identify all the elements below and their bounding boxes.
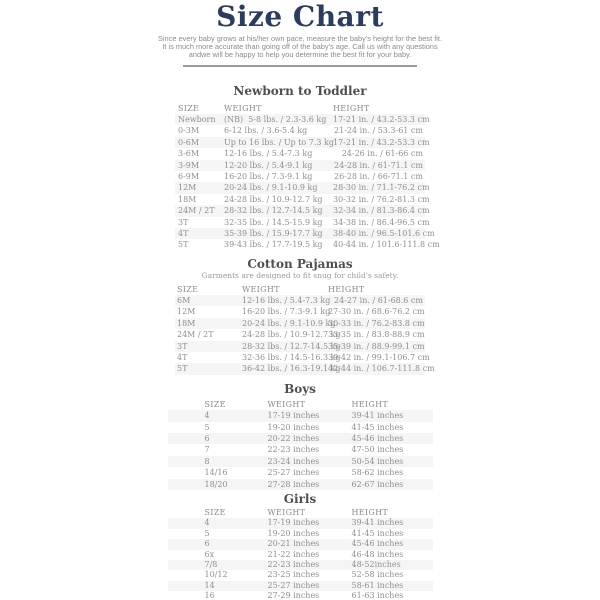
weight-cell: 17-19 inches [267,518,320,528]
section-cotton-pajamas [0,258,600,375]
weight-cell: 27-28 inches [267,479,320,489]
size-table [175,284,435,375]
size-cell: 14/16 [204,468,228,478]
tables-container [0,85,600,600]
weight-cell: 32-36 lbs. / 14.5-16.3 kg [242,353,341,363]
table-row [175,171,425,182]
height-cell: 21-24 in. / 53.3-61 cm [334,126,423,136]
intro-line: Since every baby grows at his/her own pace, measure the baby's height for the best fit. [157,34,443,43]
table-row [168,591,433,600]
height-cell: 52-58 inches [351,570,404,580]
weight-cell: 22-23 inches [267,559,320,569]
column-header: SIZE [204,507,226,517]
table-row [175,318,425,329]
table-row [175,306,425,317]
height-cell: 61-63 inches [351,591,404,600]
size-cell: 0-3M [178,126,200,136]
height-cell: 35-39 in. / 88.9-99.1 cm [328,341,425,351]
weight-cell: 19-20 inches [267,528,320,538]
size-cell: 5 [204,422,210,432]
table-row [168,433,433,444]
size-cell: 3-9M [178,160,200,170]
table-row [168,570,433,580]
height-cell: 26-28 in. / 66-71.1 cm [334,171,423,181]
weight-cell: 28-32 lbs. / 12.7-14.5 kg [242,341,341,351]
size-cell: 6M [177,296,191,306]
section-newborn-to-toddler [0,85,600,251]
height-cell: 50-54 inches [351,456,404,466]
section-title: Newborn to Toddler [233,83,367,98]
weight-cell: 23-25 inches [267,570,320,580]
size-cell: 6-9M [178,171,200,181]
table-row [175,329,425,340]
column-header: SIZE [178,103,200,113]
height-cell: 45-46 inches [351,539,404,549]
height-cell: 39-41 inches [351,518,404,528]
table-row [168,422,433,433]
height-cell: 27-30 in. / 68.6-76.2 cm [328,307,425,317]
height-cell: 41-45 inches [351,528,404,538]
table-row [175,114,430,125]
weight-cell: 16-20 lbs. / 7.3-9.1 kg [224,171,313,181]
column-header: WEIGHT [224,103,262,113]
weight-cell: 6-12 lbs. / 3.6-5.4 kg [224,126,308,136]
table-row [175,352,430,363]
weight-cell: 32-35 lbs. / 14.5-15.9 kg [224,217,323,227]
table-row [168,550,433,560]
table-row [168,467,433,478]
size-cell: 6 [204,539,210,549]
column-header: WEIGHT [267,399,306,409]
size-cell: 0-6M [178,137,200,147]
size-cell: 24M / 2T [178,206,215,216]
size-cell: 18/20 [204,479,228,489]
weight-cell: 12-16 lbs. / 5.4-7.3 kg [242,296,331,306]
table-row [168,560,433,570]
weight-cell: 24-28 lbs. / 10.9-12.7 kg [242,330,341,340]
table-row [168,479,433,490]
section-title: Boys [284,381,316,396]
height-cell: 33-35 in. / 83.8-88.9 cm [328,330,425,340]
table-row [175,125,425,136]
height-cell: 28-30 in. / 71.1-76.2 cm [333,183,430,193]
size-cell: 4T [178,228,189,238]
size-cell: 3T [178,217,189,227]
height-cell: 46-48 inches [351,549,404,559]
height-cell: 41-45 inches [351,422,404,432]
weight-cell: 36-42 lbs. / 16.3-19.1 kg [242,364,341,374]
column-header: SIZE [204,399,226,409]
size-cell: 7/8 [204,559,218,569]
column-header: HEIGHT [333,103,370,113]
height-cell: 39-41 inches [351,411,404,421]
size-cell: 5 [204,528,210,538]
section-boys [0,383,600,490]
table-row [168,444,433,455]
size-cell: 12M [178,183,197,193]
column-header: SIZE [177,284,199,294]
table-header-row [168,508,433,518]
table-row [175,137,430,148]
height-cell: 17-21 in. / 43.2-53.3 cm [333,137,430,147]
weight-cell: 19-20 inches [267,422,320,432]
table-header-row [168,399,433,410]
weight-cell: 28-32 lbs. / 12.7-14.5 kg [224,206,323,216]
height-cell: 24-26 in. / 61-66 cm [341,149,423,159]
table-row [175,239,440,250]
table-row [175,295,425,306]
height-cell: 24-28 in. / 61-71.1 cm [334,160,423,170]
weight-cell: 21-22 inches [267,549,320,559]
height-cell: 58-61 inches [351,580,404,590]
column-header: WEIGHT [242,284,280,294]
weight-cell: 24-28 lbs. / 10.9-12.7 kg [224,194,323,204]
height-cell: 17-21 in. / 43.2-53.3 cm [333,115,430,124]
weight-cell: 39-43 lbs. / 17.7-19.5 kg [224,240,323,250]
size-table [175,103,440,251]
weight-cell: (NB) 5-8 lbs. / 2.3-3.6 kg [224,115,327,124]
table-row [175,148,425,159]
weight-cell: 20-24 lbs. / 9.1-10.9 kg [242,318,336,328]
weight-cell: 17-19 inches [267,411,320,421]
size-cell: 16 [204,591,215,600]
table-row [175,160,425,171]
height-cell: 34-38 in. / 86.4-96.5 cm [333,217,430,227]
column-header: HEIGHT [351,507,388,517]
table-row [168,518,433,528]
table-row [175,182,430,193]
height-cell: 58-62 inches [351,468,404,478]
height-cell: 48-52inches [351,559,401,569]
weight-cell: 35-39 lbs. / 15.9-17.7 kg [224,228,323,238]
size-cell: 5T [178,240,189,250]
weight-cell: 25-27 inches [267,580,320,590]
size-cell: 7 [204,445,210,455]
size-cell: 12M [177,307,196,317]
height-cell: 24-27 in. / 61-68.6 cm [334,296,423,306]
intro-line: It is much more accurate than going off of the baby's age. Call us with any questions [162,42,438,52]
weight-cell: Up to 16 lbs. / Up to 7.3 kg [224,137,335,147]
column-header: WEIGHT [267,507,306,517]
size-cell: 18M [177,318,196,328]
table-row [175,217,430,228]
size-cell: 3-6M [178,149,200,159]
size-cell: 18M [178,194,197,204]
height-cell: 45-46 inches [351,433,404,443]
table-row [168,456,433,467]
size-table [168,399,433,490]
section-title: Girls [283,491,317,506]
weight-cell: 16-20 lbs. / 7.3-9.1 kg [242,307,331,317]
height-cell: 30-32 in. / 76.2-81.3 cm [333,194,430,204]
column-header: HEIGHT [328,284,365,294]
weight-cell: 25-27 inches [267,468,320,478]
table-row [168,581,433,591]
table-row [175,341,425,352]
height-cell: 30-33 in. / 76.2-83.8 cm [328,318,425,328]
weight-cell: 23-24 inches [267,456,320,466]
height-cell: 47-50 inches [351,445,404,455]
table-row [175,228,435,239]
height-cell: 62-67 inches [351,479,404,489]
table-row [175,363,435,374]
section-title: Cotton Pajamas [247,256,353,271]
height-cell: 38-40 in. / 96.5-101.6 cm [333,228,435,238]
table-row [175,194,430,205]
section-subtitle: Garments are designed to fit snug for child's safety. [201,270,399,280]
size-cell: Newborn [178,115,216,124]
weight-cell: 20-21 inches [267,539,320,549]
weight-cell: 27-29 inches [267,591,320,600]
table-row [168,529,433,539]
height-cell: 42-44 in. / 106.7-111.8 cm [328,364,435,374]
divider-rule [183,65,417,67]
table-row [175,205,430,216]
weight-cell: 22-23 inches [267,445,320,455]
table-row [168,410,433,421]
table-header-row [175,103,425,114]
size-cell: 6 [204,433,210,443]
size-cell: 10/12 [204,570,228,580]
size-cell: 4 [204,518,210,528]
table-row [168,539,433,549]
size-cell: 24M / 2T [177,330,214,340]
column-header: HEIGHT [351,399,388,409]
size-cell: 8 [204,456,210,466]
size-cell: 6x [204,549,215,559]
size-cell: 4 [204,411,210,421]
size-table [168,508,433,600]
size-cell: 4T [177,353,188,363]
size-cell: 5T [177,364,188,374]
section-girls [0,493,600,600]
weight-cell: 12-16 lbs. / 5.4-7.3 kg [224,149,313,159]
page-title: Size Chart [216,0,384,33]
height-cell: 40-44 in. / 101.6-111.8 cm [333,240,440,250]
intro-text [0,35,600,60]
size-cell: 14 [204,580,215,590]
height-cell: 32-34 in. / 81.3-86.4 cm [333,206,430,216]
height-cell: 39-42 in. / 99.1-106.7 cm [328,353,430,363]
weight-cell: 20-22 inches [267,433,320,443]
weight-cell: 12-20 lbs. / 5.4-9.1 kg [224,160,313,170]
size-cell: 3T [177,341,188,351]
weight-cell: 20-24 lbs. / 9.1-10.9 kg [224,183,318,193]
table-header-row [175,284,425,295]
intro-line: andwe will be happy to help you determine the best fit for your baby. [188,50,412,60]
